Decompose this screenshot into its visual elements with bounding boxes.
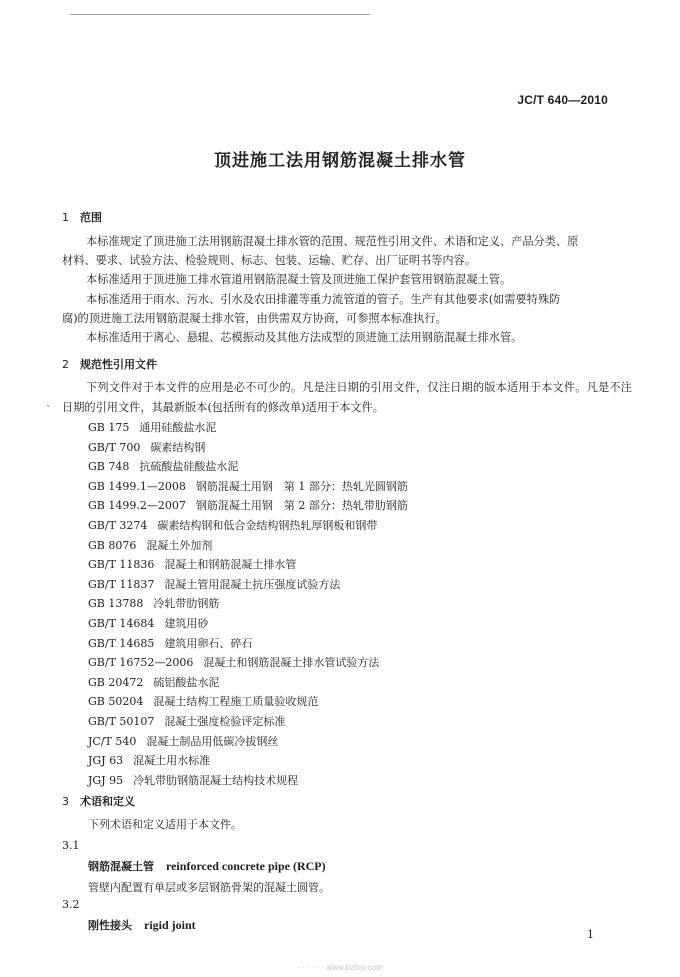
section-number: 1	[62, 211, 69, 224]
section-title: 范围	[80, 211, 102, 224]
margin-mark: `	[46, 404, 52, 417]
reference-item	[88, 555, 408, 575]
reference-title: 硫铝酸盐水泥	[153, 675, 220, 689]
reference-title: 混凝土和钢筋混凝土排水管试验方法	[203, 656, 380, 670]
reference-item	[88, 634, 408, 654]
reference-title: 混凝土管用混凝土抗压强度试验方法	[164, 577, 341, 591]
reference-title: 钢筋混凝土用钢 第 2 部分：热轧带肋钢筋	[195, 499, 408, 513]
paragraph-line: 本标准适用于顶进施工排水管道用钢筋混凝土管及顶进施工保护套管用钢筋混凝土管。	[86, 273, 512, 287]
reference-title: 混凝土制品用低碳冷拔钢丝	[146, 734, 279, 748]
section-number: 2	[62, 358, 69, 371]
reference-code: GB/T 11836	[88, 558, 155, 572]
term-chinese: 钢筋混凝土管	[88, 860, 154, 873]
reference-code: JC/T 540	[88, 734, 137, 748]
document-title: 顶进施工法用钢筋混凝土排水管	[214, 151, 466, 171]
reference-code: GB/T 14685	[88, 636, 155, 650]
paragraph-line: 本标准适用于雨水、污水、引水及农田排灌等重力流管道的管子。生产有其他要求(如需要特殊防	[86, 292, 561, 306]
paragraph-line: 本标准规定了顶进施工法用钢筋混凝土排水管的范围、规范性引用文件、术语和定义、产品分类、原	[86, 235, 579, 248]
reference-item	[88, 418, 408, 438]
reference-code: GB 175	[88, 421, 130, 434]
term-english: reinforced concrete pipe (RCP)	[166, 859, 326, 873]
normative-references-list	[88, 418, 408, 790]
reference-title: 混凝土强度检验评定标准	[164, 714, 286, 728]
reference-item	[88, 536, 408, 556]
reference-item	[88, 575, 408, 595]
reference-title: 混凝土和钢筋混凝土排水管	[164, 558, 297, 572]
reference-item	[88, 438, 408, 458]
section-3-intro: 下列术语和定义适用于本文件。	[88, 818, 242, 831]
reference-title: 冷轧带肋钢筋	[153, 597, 220, 611]
reference-code: GB/T 14684	[88, 616, 155, 630]
term-english: rigid joint	[144, 918, 196, 932]
reference-code: GB/T 11837	[88, 577, 155, 591]
reference-item	[88, 692, 408, 712]
reference-title: 钢筋混凝土用钢 第 1 部分：热轧光圆钢筋	[195, 479, 408, 493]
reference-title: 碳素结构钢	[150, 440, 206, 454]
reference-code: JGJ 63	[88, 754, 124, 768]
term-number: 3.2	[62, 898, 80, 911]
reference-code: GB 50204	[88, 695, 144, 709]
section-1-heading	[62, 209, 102, 225]
reference-title: 混凝土外加剂	[146, 538, 213, 552]
reference-item	[88, 712, 408, 732]
reference-code: GB 1499.2—2007	[88, 499, 186, 513]
term-number: 3.1	[62, 839, 80, 852]
reference-item	[88, 457, 408, 477]
reference-code: GB 13788	[88, 597, 144, 611]
reference-title: 建筑用砂	[164, 616, 209, 630]
reference-title: 混凝土结构工程施工质量验收规范	[153, 695, 319, 709]
reference-item	[88, 732, 408, 752]
reference-title: 冷轧带肋钢筋混凝土结构技术规程	[133, 773, 299, 787]
section-3-heading	[62, 793, 135, 809]
section-2-intro: 下列文件对于本文件的应用是必不可少的。凡是注日期的引用文件，仅注日期的版本适用于本文件。凡是不注日期的引用文件，其最新版本(包括所有的修改单)适用于本文件。	[62, 381, 632, 414]
section-number: 3	[62, 795, 69, 808]
term-heading	[88, 917, 196, 933]
term-definition: 管壁内配置有单层或多层钢筋骨架的混凝土圆管。	[88, 881, 330, 894]
watermark: · · · · · · www.bzfxw.com	[297, 963, 383, 972]
reference-item	[88, 771, 408, 791]
reference-code: GB/T 50107	[88, 714, 155, 728]
reference-item	[88, 477, 408, 497]
standard-code: JC/T 640—2010	[517, 93, 608, 107]
reference-title: 建筑用卵石、碎石	[164, 636, 253, 650]
paragraph-line: 腐)的顶进施工法用钢筋混凝土排水管，由供需双方协商，可参照本标准执行。	[62, 311, 447, 325]
paragraph-line: 本标准适用于离心、悬辊、芯模振动及其他方法成型的顶进施工法用钢筋混凝土排水管。	[86, 331, 523, 345]
reference-title: 通用硅酸盐水泥	[139, 421, 217, 434]
reference-item	[88, 751, 408, 771]
reference-item	[88, 496, 408, 516]
reference-title: 混凝土用水标准	[133, 754, 211, 768]
reference-code: GB 1499.1—2008	[88, 479, 186, 493]
reference-item	[88, 653, 408, 673]
reference-code: JGJ 95	[88, 773, 124, 787]
section-2-heading	[62, 356, 157, 372]
reference-code: GB/T 700	[88, 440, 141, 454]
reference-code: GB 20472	[88, 675, 144, 689]
section-1-body	[62, 232, 632, 347]
term-heading	[88, 858, 326, 874]
top-rule	[70, 14, 370, 15]
reference-item	[88, 516, 408, 536]
reference-code: GB 748	[88, 460, 130, 474]
reference-code: GB 8076	[88, 538, 137, 552]
page-number: 1	[587, 928, 594, 941]
reference-title: 碳素结构钢和低合金结构钢热轧厚钢板和钢带	[157, 518, 378, 532]
section-title: 规范性引用文件	[80, 358, 157, 371]
section-title: 术语和定义	[80, 795, 135, 808]
reference-code: GB/T 16752—2006	[88, 656, 194, 670]
reference-code: GB/T 3274	[88, 518, 148, 532]
reference-item	[88, 594, 408, 614]
reference-item	[88, 614, 408, 634]
reference-item	[88, 673, 408, 693]
paragraph-line: 材料、要求、试验方法、检验规则、标志、包装、运输、贮存、出厂证明书等内容。	[62, 254, 476, 268]
reference-title: 抗硫酸盐硅酸盐水泥	[139, 460, 239, 474]
term-chinese: 刚性接头	[88, 919, 132, 932]
